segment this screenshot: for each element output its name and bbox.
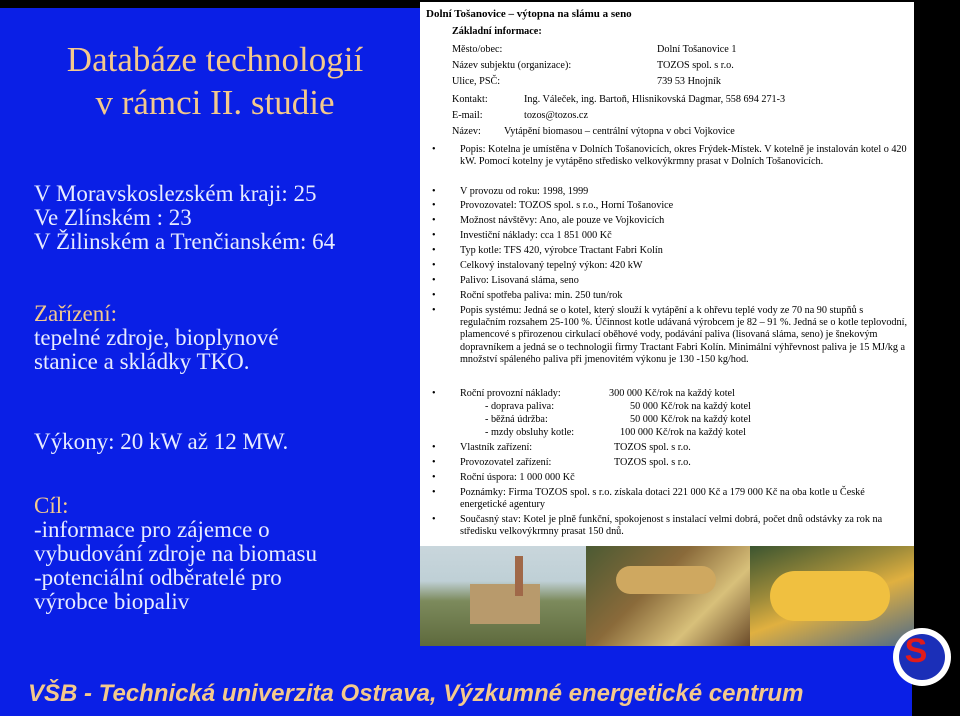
footer: VŠB - Technická univerzita Ostrava, Výzkumné energetické centrum (28, 680, 804, 707)
right-strip (912, 0, 960, 716)
goal-line: -potenciální odběratelé pro (34, 565, 282, 590)
stats-block (34, 182, 335, 254)
title-line-1: Databáze technologií (66, 40, 364, 79)
title-line-2: v rámci II. studie (95, 83, 335, 122)
vsb-logo-icon (893, 628, 951, 686)
doc-row-key: Kontakt: (452, 94, 488, 105)
doc-row-value: Ing. Váleček, ing. Bartoň, Hlisnikovská Dagmar, 558 694 271-3 (524, 94, 786, 105)
doc-row-value: tozos@tozos.cz (524, 110, 588, 121)
doc-row-value: Vytápění biomasou – centrální výtopna v obci Vojkovice (504, 126, 735, 137)
cost-value: 100 000 Kč/rok na každý kotel (620, 427, 746, 438)
cost-row (485, 414, 751, 426)
cost-value: 50 000 Kč/rok na každý kotel (630, 414, 751, 425)
cost-row (485, 401, 751, 413)
photo-feeder (586, 546, 750, 646)
stat-line: V Žilinském a Trenčianském: 64 (34, 229, 336, 254)
doc-row-key: Ulice, PSČ: (452, 76, 501, 87)
pipe-shape (616, 566, 716, 594)
document-scan: Dolní Tošanovice – výtopna na slámu a seno Základní informace: Město/obec: Dolní Tošanovice 1 Název subjektu (organizace): TOZOS spol. s r.o. Ulice, PSČ: 739 53 Hnojník Kontakt: Ing. Váleček, ing. Bartoň, Hlisnikovská Dagmar, 558 694 271-3 E-mail: tozos@tozos.cz Název: Vytápění biomasou – centrální výtopna v obci Vojkovice • Popis: Kotelna je umístěna v Dolních Tošanovicích, okres Frýdek-Místek. V kotelně je instalován kotel o 420 kW. Pomocí kotelny je vytápěno středisko velkovýkrmny prasat v Dolních Tošanovicích. • V provozu od roku: 1998, 1999 • Provozovatel: TOZOS spol. s r.o., Horní Tošanovice • Možnost návštěvy: Ano, ale pouze ve Vojkovicích • Investiční náklady: cca 1 851 000 Kč • Typ kotle: TFS 420, výrobce Tractant Fabri Kolín • Celkový instalovaný tepelný výkon: 420 kW • Palivo: Lisovaná sláma, seno • Roční spotřeba paliva: min. 250 tun/rok • Popis systému: Jedná se o kotel, který slouží k vytápění a k ohřevu teplé vody ze 70 na 90 stupňů s regulačním rozsahem 25-100 %. Účinnost kotle udávaná výrobcem je 82 – 91 %. Jedná se o kotle teplovodní, plamencové s přirozenou cirkulací oběhové vody, podávání paliva (lisovaná sláma, seno) je šnekovým dopravníkem a jedná se o technologii firmy Tractant Fabri Kolín. Minimální výhřevnost paliva je 15 MJ/kg a množství spáleného paliva při jmenovitém výkonu je 130 -150 kg/hod. • Roční provozní náklady: 300 000 Kč/rok na každý kotel - doprava paliva: 50 000 Kč/rok na každý kotel - běžná údržba: 50 000 Kč/rok na každý kotel - mzdy obsluhy kotle: 100 000 Kč/rok na každý kotel • Vlastník zařízení: TOZOS spol. s r.o. • Provozovatel zařízení: TOZOS spol. s r.o. • Roční úspora: 1 000 000 Kč • Poznámky: Firma TOZOS spol. s r.o. získala dotaci 221 000 Kč a 179 000 Kč na oba kotle u České energetické agentury • Současný stav: Kotel je plně funkční, spokojenost s instalací velmi dobrá, počet dnů odstávky za rok na středisku velkovýkrmny prasat 150 dnů. (420, 2, 914, 546)
doc-row-key: Název: (452, 126, 481, 137)
logo-letter: S (904, 632, 928, 670)
doc-row-value: Dolní Tošanovice 1 (657, 44, 737, 55)
building-shape (470, 584, 540, 624)
annual-cost-value: 300 000 Kč/rok na každý kotel (609, 388, 735, 399)
equipment-line: stanice a skládky TKO. (34, 349, 250, 374)
photo-boiler-house (420, 546, 586, 646)
cost-key: - mzdy obsluhy kotle: (485, 427, 575, 438)
doc-row-key: Název subjektu (organizace): (452, 60, 572, 71)
equipment-block (34, 302, 279, 374)
cost-key: - běžná údržba: (485, 414, 548, 425)
stat-line: V Moravskoslezském kraji: 25 (34, 181, 317, 206)
doc-header: Dolní Tošanovice – výtopna na slámu a seno (426, 8, 632, 20)
slide-title (20, 38, 410, 124)
stat-line: Ve Zlínském : 23 (34, 205, 192, 230)
goal-block (34, 494, 317, 614)
doc-subheader: Základní informace: (452, 26, 542, 37)
goal-line: -informace pro zájemce o (34, 517, 270, 542)
doc-row-value: TOZOS spol. s r.o. (657, 60, 734, 71)
goal-line: výrobce biopaliv (34, 589, 190, 614)
doc-row-key: E-mail: (452, 110, 483, 121)
equipment-line: tepelné zdroje, bioplynové (34, 325, 279, 350)
tank-shape (770, 571, 890, 621)
cost-value: 50 000 Kč/rok na každý kotel (630, 401, 751, 412)
goal-line: vybudování zdroje na biomasu (34, 541, 317, 566)
cost-key: - doprava paliva: (485, 401, 555, 412)
equipment-label: Zařízení: (34, 301, 118, 326)
chimney-shape (515, 556, 523, 596)
photo-strip (420, 546, 914, 646)
photo-boiler (750, 546, 914, 646)
power-line: Výkony: 20 kW až 12 MW. (34, 429, 289, 454)
cost-row (485, 427, 746, 439)
doc-row-key: Město/obec: (452, 44, 503, 55)
goal-label: Cíl: (34, 493, 69, 518)
doc-row-value: 739 53 Hnojník (657, 76, 721, 87)
